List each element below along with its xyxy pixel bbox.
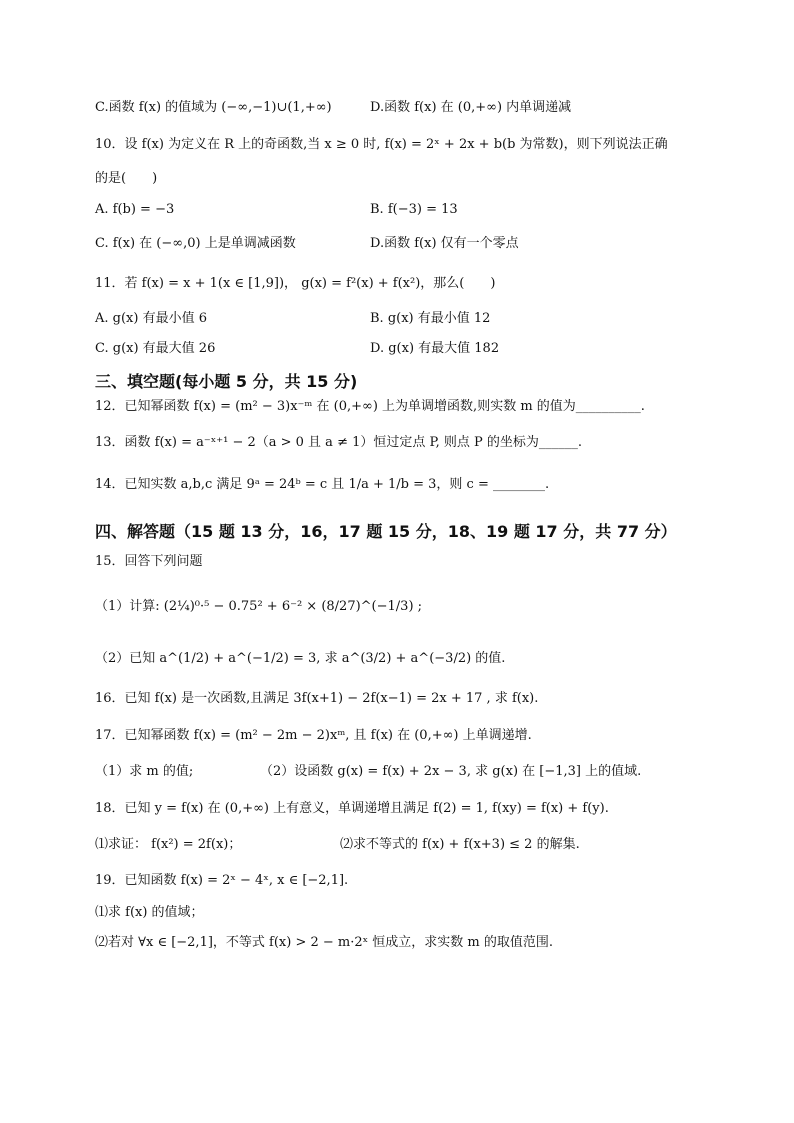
q10-option-b: B. f(−3) = 13 [370, 202, 458, 217]
q17-text: 17．已知幂函数 f(x) = (m² − 2m − 2)xᵐ, 且 f(x) 在 (0,+∞) 上单调递增. [95, 728, 532, 743]
q11-option-b: B. g(x) 有最小值 12 [370, 311, 491, 326]
q10-stem-line2: 的是( ) [95, 171, 158, 186]
q18-text: 18．已知 y = f(x) 在 (0,+∞) 上有意义，单调递增且满足 f(2) = 1, f(xy) = f(x) + f(y). [95, 801, 609, 816]
q11-option-d: D. g(x) 有最大值 182 [370, 341, 500, 356]
q11-option-c: C. g(x) 有最大值 26 [95, 341, 216, 356]
q19-text: 19．已知函数 f(x) = 2ˣ − 4ˣ, x ∈ [−2,1]. [95, 873, 349, 888]
q14-text: 14．已知实数 a,b,c 满足 9ᵃ = 24ᵇ = c 且 1/a + 1/b = 3，则 c = ________. [95, 477, 550, 492]
q9-option-d: D.函数 f(x) 在 (0,+∞) 内单调递减 [370, 100, 572, 115]
q18-part2: ⑵求不等式的 f(x) + f(x+3) ≤ 2 的解集. [340, 837, 580, 852]
q12-text: 12．已知幂函数 f(x) = (m² − 3)x⁻ᵐ 在 (0,+∞) 上为单调增函数,则实数 m 的值为__________. [95, 399, 645, 414]
q18-part1: ⑴求证： f(x²) = 2f(x)； [95, 837, 242, 852]
q9-option-c: C.函数 f(x) 的值域为 (−∞,−1)∪(1,+∞) [95, 100, 332, 115]
q15-text: 15．回答下列问题 [95, 554, 203, 569]
q17-part2: （2）设函数 g(x) = f(x) + 2x − 3, 求 g(x) 在 [−1,3] 上的值域. [260, 764, 642, 779]
q17-part1: （1）求 m 的值; [95, 764, 194, 779]
section4-heading: 四、解答题（15 题 13 分，16，17 题 15 分，18、19 题 17 分，共 77 分） [95, 522, 677, 541]
q16-text: 16．已知 f(x) 是一次函数,且满足 3f(x+1) − 2f(x−1) = 2x + 17 , 求 f(x). [95, 691, 539, 706]
q11-stem: 11．若 f(x) = x + 1(x ∈ [1,9])， g(x) = f²(x) + f(x²)，那么( ) [95, 276, 496, 291]
q10-option-c: C. f(x) 在 (−∞,0) 上是单调减函数 [95, 236, 296, 251]
q19-part1: ⑴求 f(x) 的值域； [95, 905, 204, 920]
q15-part2: （2）已知 a^(1/2) + a^(−1/2) = 3, 求 a^(3/2) + a^(−3/2) 的值. [95, 651, 506, 666]
q10-option-a: A. f(b) = −3 [95, 202, 175, 217]
q19-part2: ⑵若对 ∀x ∈ [−2,1]，不等式 f(x) > 2 − m·2ˣ 恒成立，求实数 m 的取值范围. [95, 935, 554, 950]
section3-heading: 三、填空题(每小题 5 分，共 15 分) [95, 372, 358, 391]
q10-stem-line1: 10．设 f(x) 为定义在 R 上的奇函数,当 x ≥ 0 时, f(x) = 2ˣ + 2x + b(b 为常数)，则下列说法正确 [95, 137, 668, 152]
q11-option-a: A. g(x) 有最小值 6 [95, 311, 207, 326]
q13-text: 13．函数 f(x) = a⁻ˣ⁺¹ − 2（a > 0 且 a ≠ 1）恒过定点 P, 则点 P 的坐标为______. [95, 435, 583, 450]
q10-option-d: D.函数 f(x) 仅有一个零点 [370, 236, 519, 251]
q15-part1: （1）计算: (2¼)⁰·⁵ − 0.75² + 6⁻² × (8/27)^(−1/3) ; [95, 599, 423, 614]
